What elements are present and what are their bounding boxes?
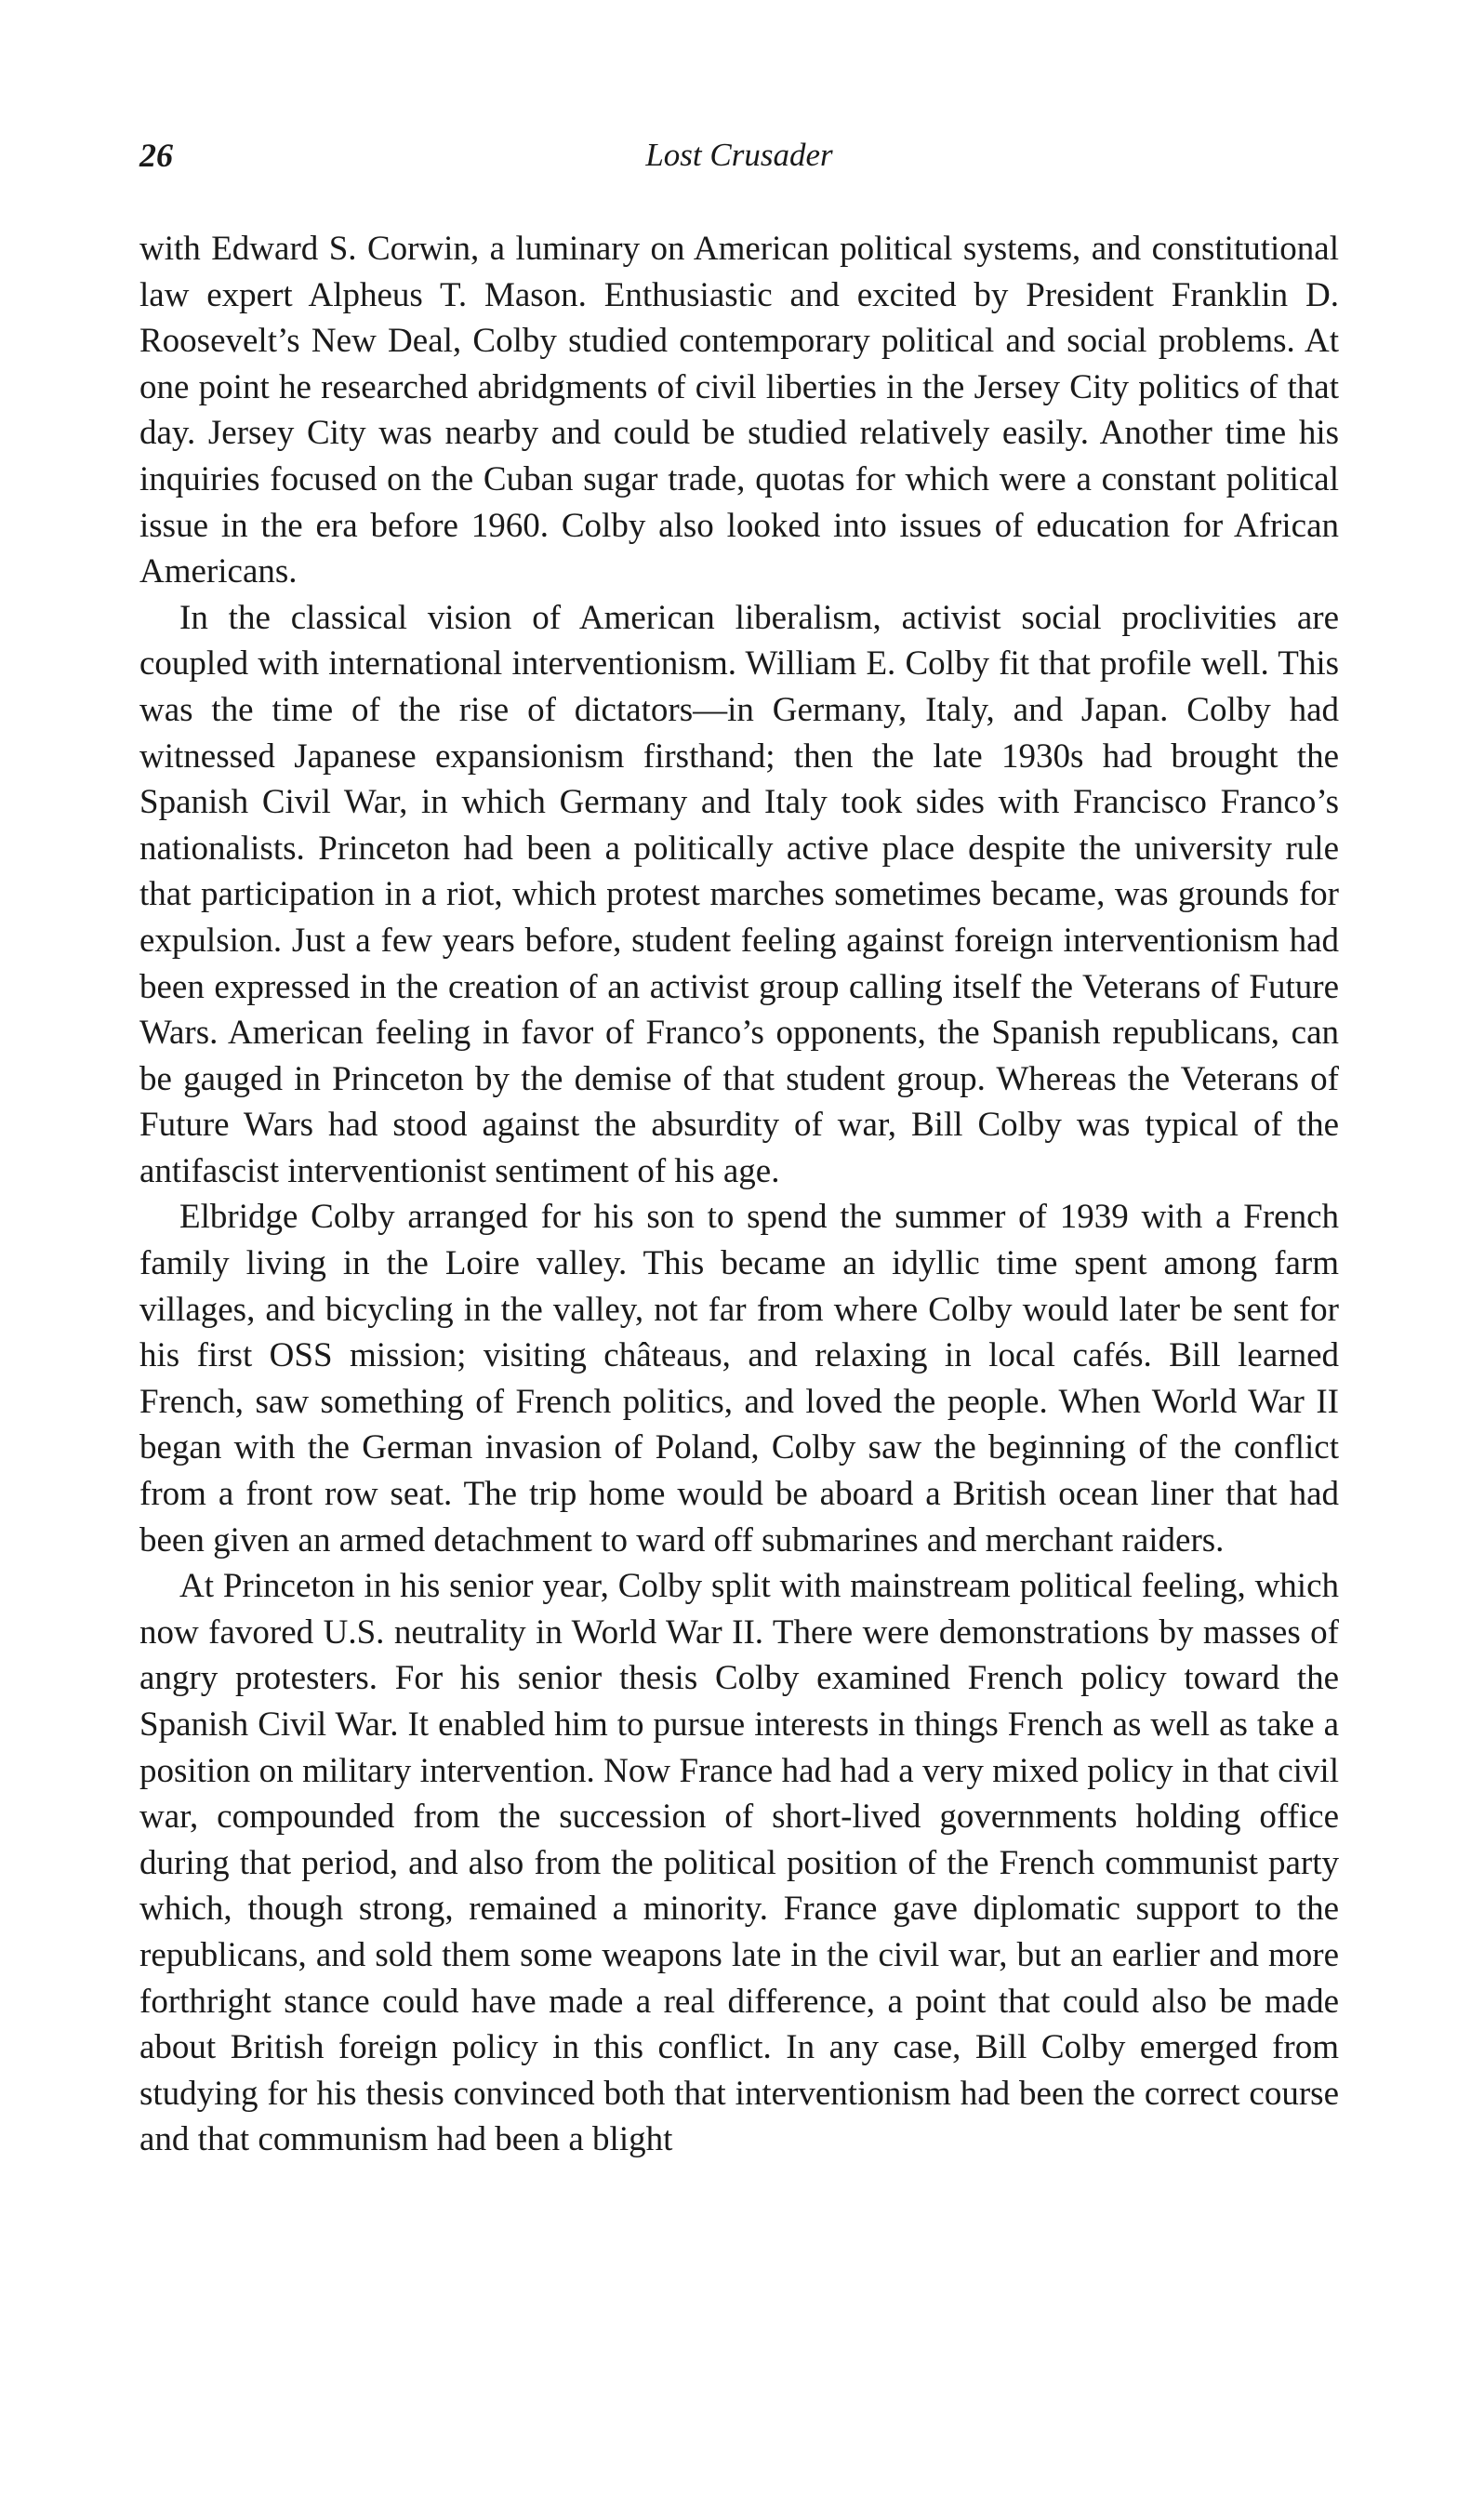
paragraph-1: with Edward S. Corwin, a luminary on American political systems, and constitutional law expert Alpheus T. Mason. Enthusiastic and excited by President Franklin D. Roosevelt’s New Deal, Colby studied contemporary political and social problems. At one point he researched abridgments of civil liberties in the Jersey City politics of that day. Jersey City was nearby and could be studied relatively easily. Another time his inquiries focused on the Cuban sugar trade, quotas for which were a constant political issue in the era before 1960. Colby also looked into issues of education for African Americans. bbox=[139, 230, 1339, 591]
paragraph-4: At Princeton in his senior year, Colby split with mainstream political feeling, which now favored U.S. neutrality in World War II. There were demonstrations by masses of angry protesters. For his senior thesis Colby examined French policy toward the Spanish Civil War. It enabled him to pursue interests in things French as well as take a position on military intervention. Now France had had a very mixed policy in that civil war, compounded from the succession of short-lived governments holding office during that period, and also from the political position of the French communist party which, though strong, remained a minority. France gave diplomatic support to the republicans, and sold them some weapons late in the civil war, but an earlier and more forthright stance could have made a real difference, a point that could also be made about British foreign policy in this conflict. In any case, Bill Colby emerged from studying for his thesis convinced both that interventionism had been the correct course and that communism had been a blight bbox=[139, 1567, 1339, 2159]
running-title: Lost Crusader bbox=[645, 137, 833, 173]
body-text bbox=[139, 226, 1339, 2163]
running-head bbox=[139, 132, 1339, 179]
page-number: 26 bbox=[139, 137, 173, 174]
paragraph-3: Elbridge Colby arranged for his son to spend the summer of 1939 with a French family living in the Loire valley. This became an idyllic time spent among farm villages, and bicycling in the valley, not far from where Colby would later be sent for his first OSS mission; visiting châteaus, and relaxing in local cafés. Bill learned French, saw something of French politics, and loved the people. When World War II began with the German invasion of Poland, Colby saw the beginning of the conflict from a front row seat. The trip home would be aboard a British ocean liner that had been given an armed detachment to ward off submarines and merchant raiders. bbox=[139, 1198, 1339, 1559]
paragraph-2: In the classical vision of American liberalism, activist social proclivities are coupled with international interventionism. William E. Colby fit that profile well. This was the time of the rise of dictators—in Germany, Italy, and Japan. Colby had witnessed Japanese expansionism firsthand; then the late 1930s had brought the Spanish Civil War, in which Germany and Italy took sides with Francisco Franco’s nationalists. Princeton had been a politically active place despite the university rule that participation in a riot, which protest marches sometimes became, was grounds for expulsion. Just a few years before, student feeling against foreign interventionism had been expressed in the creation of an activist group calling itself the Veterans of Future Wars. American feeling in favor of Franco’s opponents, the Spanish republicans, can be gauged in Princeton by the demise of that student group. Whereas the Veterans of Future Wars had stood against the absurdity of war, Bill Colby was typical of the antifascist interventionist sentiment of his age. bbox=[139, 598, 1339, 1190]
